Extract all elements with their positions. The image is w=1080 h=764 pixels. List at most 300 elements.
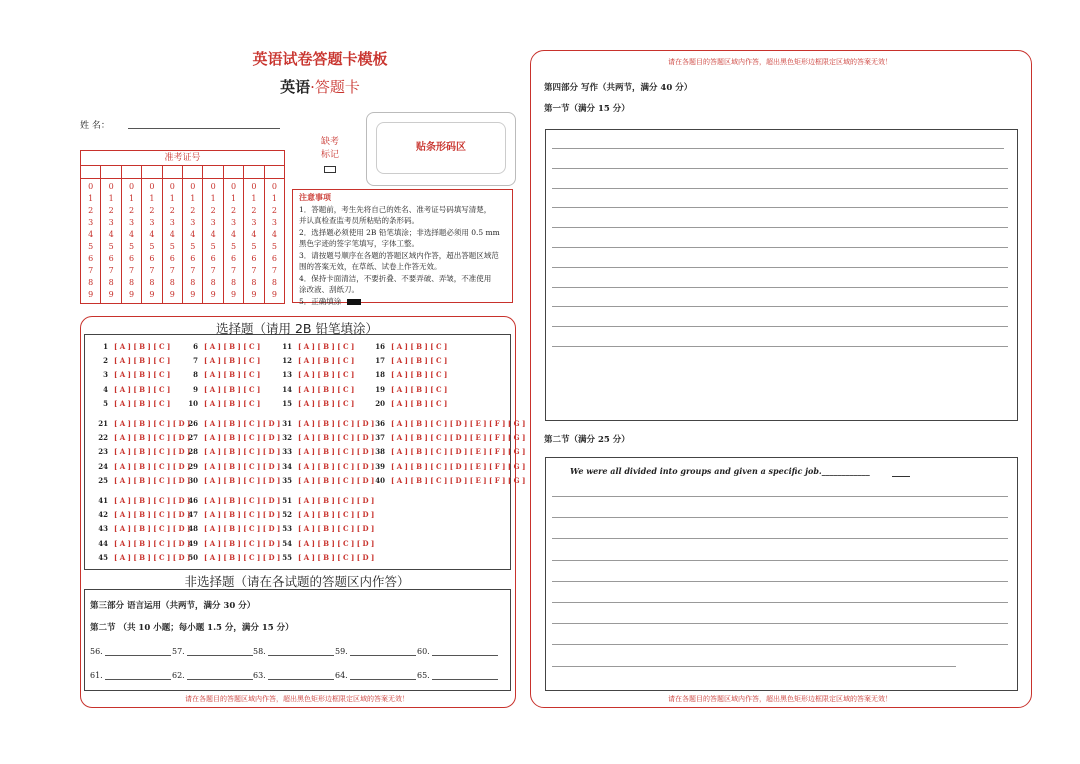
exam-id-digit-bubble[interactable]: 6 xyxy=(108,254,114,263)
question-number: 32 xyxy=(282,433,292,443)
exam-id-write-cell[interactable] xyxy=(203,166,223,178)
answer-bubbles[interactable]: [ A ] [ B ] [ C ] [ D ] xyxy=(114,538,191,548)
exam-id-digit-bubble[interactable]: 9 xyxy=(128,290,135,299)
exam-id-write-cell[interactable] xyxy=(224,166,244,178)
exam-id-digit-bubble[interactable]: 2 xyxy=(149,206,155,215)
exam-id-digit-bubble[interactable]: 1 xyxy=(210,194,216,203)
writing-line xyxy=(552,644,1008,645)
fill-blank-line[interactable] xyxy=(105,670,171,680)
choice-question-54 xyxy=(278,539,374,548)
exam-id-digit-bubble[interactable]: 5 xyxy=(251,242,257,251)
exam-id-digit-bubble[interactable]: 9 xyxy=(169,290,175,299)
exam-id-write-cell[interactable] xyxy=(244,166,264,178)
question-number: 53 xyxy=(282,524,292,534)
exam-id-digit-bubble[interactable]: 0 xyxy=(231,182,237,191)
choice-question-42 xyxy=(94,510,190,519)
exam-id-digit-bubble[interactable]: 2 xyxy=(271,206,277,215)
answer-bubbles[interactable]: [ A ] [ B ] [ C ] [ D ] xyxy=(204,475,281,485)
exam-id-digit-bubble[interactable]: 4 xyxy=(210,230,216,239)
exam-id-digit-bubble[interactable]: 1 xyxy=(190,194,196,203)
exam-id-digit-bubble[interactable]: 0 xyxy=(251,182,257,191)
exam-id-digit-bubble[interactable]: 3 xyxy=(128,218,135,227)
exam-id-digit-bubble[interactable]: 5 xyxy=(169,242,175,251)
exam-id-digit-bubble[interactable]: 3 xyxy=(149,218,155,227)
question-number: 20 xyxy=(375,398,385,408)
answer-bubbles[interactable]: [ A ] [ B ] [ C ] [ D ] xyxy=(114,524,191,534)
answer-bubbles[interactable]: [ A ] [ B ] [ C ] xyxy=(114,370,171,380)
exam-id-digit-bubble[interactable]: 7 xyxy=(169,266,175,275)
answer-bubbles[interactable]: [ A ] [ B ] [ C ] xyxy=(204,370,261,380)
barcode-label: 贴条形码区 xyxy=(376,122,506,174)
exam-id-write-cell[interactable] xyxy=(81,166,101,178)
right-warning-top: 请在各题目的答题区域内作答，超出黑色矩形边框限定区域的答案无效！ xyxy=(668,58,892,66)
exam-id-digit-bubble[interactable]: 5 xyxy=(271,242,277,251)
exam-id-digit-bubble[interactable]: 3 xyxy=(108,218,114,227)
answer-bubbles[interactable]: [ A ] [ B ] [ C ] [ D ] xyxy=(298,461,375,471)
question-number: 26 xyxy=(188,419,198,428)
choice-question-43 xyxy=(94,524,190,533)
exam-id-label: 准考证号 xyxy=(81,151,284,166)
exam-id-digit-bubble[interactable]: 4 xyxy=(251,230,257,239)
exam-id-digit-bubble[interactable]: 7 xyxy=(271,266,277,275)
writing-line xyxy=(552,168,1008,169)
question-number: 51 xyxy=(282,496,292,505)
question-number: 13 xyxy=(282,370,292,380)
exam-id-digit-bubble[interactable]: 3 xyxy=(190,218,196,227)
exam-id-digit-bubble[interactable]: 1 xyxy=(169,194,175,203)
writing-line xyxy=(552,581,1008,582)
writing-section2-title: 第二节（满分 25 分） xyxy=(544,435,630,445)
exam-id-digit-bubble[interactable]: 4 xyxy=(88,230,94,239)
question-number: 10 xyxy=(188,398,198,408)
answer-bubbles[interactable]: [ A ] [ B ] [ C ] xyxy=(204,384,261,394)
answer-bubbles[interactable]: [ A ] [ B ] [ C ] xyxy=(298,370,355,380)
answer-bubbles[interactable]: [ A ] [ B ] [ C ] xyxy=(114,398,171,408)
fill-blank-line[interactable] xyxy=(268,670,334,680)
answer-bubbles[interactable]: [ A ] [ B ] [ C ] [ D ] [ E ] [ F ] [ G ] xyxy=(391,419,526,428)
notes-item-text: 并认真检查监考员所粘贴的条形码。 xyxy=(299,216,419,225)
answer-bubbles[interactable]: [ A ] [ B ] [ C ] xyxy=(298,356,355,366)
exam-id-digit-bubble[interactable]: 4 xyxy=(128,230,135,239)
question-number: 6 xyxy=(193,342,198,351)
choice-question-31 xyxy=(278,419,374,428)
answer-bubbles[interactable]: [ A ] [ B ] [ C ] xyxy=(391,398,448,408)
answer-bubbles[interactable]: [ A ] [ B ] [ C ] xyxy=(204,342,261,351)
choice-question-44 xyxy=(94,539,190,548)
writing-line xyxy=(552,207,1008,208)
fill-blank-item xyxy=(90,670,171,680)
fill-blank-number: 60. xyxy=(417,647,430,656)
exam-id-digit-bubble[interactable]: 1 xyxy=(231,194,237,203)
question-number: 52 xyxy=(282,510,292,520)
exam-id-write-row[interactable] xyxy=(81,166,284,179)
question-number: 25 xyxy=(98,475,108,485)
answer-bubbles[interactable]: [ A ] [ B ] [ C ] [ D ] xyxy=(204,496,281,505)
writing-line xyxy=(552,602,1008,603)
answer-bubbles[interactable]: [ A ] [ B ] [ C ] xyxy=(204,356,261,366)
exam-id-digit-bubble[interactable]: 6 xyxy=(190,254,196,263)
exam-id-write-cell[interactable] xyxy=(101,166,121,178)
notes-item-text: 涂改液、刮纸刀。 xyxy=(299,285,359,294)
question-number: 41 xyxy=(98,496,108,505)
choice-question-46 xyxy=(184,496,280,505)
answer-bubbles[interactable]: [ A ] [ B ] [ C ] xyxy=(391,356,448,366)
notes-item xyxy=(299,204,506,216)
answer-bubbles[interactable]: [ A ] [ B ] [ C ] [ D ] xyxy=(114,552,191,562)
exam-id-digit-bubble[interactable]: 2 xyxy=(88,206,94,215)
answer-bubbles[interactable]: [ A ] [ B ] [ C ] [ D ] xyxy=(204,419,281,428)
exam-id-digit-bubble[interactable]: 7 xyxy=(88,266,94,275)
exam-id-digit-bubble[interactable]: 6 xyxy=(231,254,237,263)
choice-question-21 xyxy=(94,419,190,428)
choice-question-37 xyxy=(371,433,525,442)
exam-id-digit-bubble[interactable]: 2 xyxy=(210,206,216,215)
answer-bubbles[interactable]: [ A ] [ B ] [ C ] [ D ] [ E ] [ F ] [ G ] xyxy=(391,433,526,443)
exam-id-digit-bubble[interactable]: 6 xyxy=(128,254,135,263)
exam-id-write-cell[interactable] xyxy=(122,166,142,178)
question-number: 33 xyxy=(282,447,292,457)
fill-blank-number: 57. xyxy=(172,647,185,656)
fill-blank-line[interactable] xyxy=(187,646,253,656)
choice-question-33 xyxy=(278,447,374,456)
exam-id-digit-bubble[interactable]: 2 xyxy=(231,206,237,215)
exam-id-column xyxy=(122,179,142,303)
exam-id-digit-bubble[interactable]: 1 xyxy=(88,194,94,203)
choice-question-29 xyxy=(184,462,280,471)
exam-id-digit-bubble[interactable]: 4 xyxy=(149,230,155,239)
writing-line xyxy=(552,538,1008,539)
answer-bubbles[interactable]: [ A ] [ B ] [ C ] [ D ] xyxy=(298,496,375,505)
exam-id-digit-bubble[interactable]: 4 xyxy=(231,230,237,239)
exam-id-digit-bubble[interactable]: 8 xyxy=(108,278,114,287)
question-number: 55 xyxy=(282,552,292,562)
fill-blank-line[interactable] xyxy=(187,670,253,680)
fill-blank-line[interactable] xyxy=(105,646,171,656)
exam-id-digit-bubble[interactable]: 3 xyxy=(271,218,277,227)
exam-id-digit-bubble[interactable]: 1 xyxy=(128,194,135,203)
exam-id-digit-bubble[interactable]: 4 xyxy=(169,230,175,239)
subtitle-tail: 答题卡 xyxy=(314,78,360,96)
fill-blank-line[interactable] xyxy=(268,646,334,656)
exam-id-digit-bubble[interactable]: 7 xyxy=(108,266,114,275)
exam-id-digit-bubble[interactable]: 8 xyxy=(88,278,94,287)
exam-id-digit-bubble[interactable]: 6 xyxy=(88,254,94,263)
answer-bubbles[interactable]: [ A ] [ B ] [ C ] xyxy=(391,370,448,380)
exam-id-digit-bubble[interactable]: 8 xyxy=(149,278,155,287)
exam-id-digit-bubble[interactable]: 2 xyxy=(108,206,114,215)
choice-question-51 xyxy=(278,496,374,505)
exam-id-column xyxy=(101,179,121,303)
choice-question-38 xyxy=(371,447,525,456)
choice-question-49 xyxy=(184,539,280,548)
exam-id-digit-bubble[interactable]: 4 xyxy=(108,230,114,239)
question-number: 16 xyxy=(375,342,385,351)
exam-id-write-cell[interactable] xyxy=(163,166,183,178)
choice-question-32 xyxy=(278,433,374,442)
exam-id-digit-bubble[interactable]: 7 xyxy=(251,266,257,275)
answer-bubbles[interactable]: [ A ] [ B ] [ C ] xyxy=(114,342,171,351)
notes-title: 注意事项 xyxy=(299,192,331,202)
notes-item xyxy=(299,261,506,273)
notes-item-text: 1．答题前，考生先将自己的姓名、准考证号码填写清楚， xyxy=(299,204,492,214)
choice-question-50 xyxy=(184,553,280,562)
question-number: 18 xyxy=(375,370,385,380)
choice-question-40 xyxy=(371,476,525,485)
choice-question-23 xyxy=(94,447,190,456)
answer-bubbles[interactable]: [ A ] [ B ] [ C ] xyxy=(298,398,355,408)
exam-id-digit-bubble[interactable]: 5 xyxy=(88,242,94,251)
absent-label xyxy=(312,136,348,162)
exam-id-digit-bubble[interactable]: 8 xyxy=(210,278,216,287)
exam-id-digit-bubble[interactable]: 3 xyxy=(88,218,94,227)
exam-id-column xyxy=(224,179,244,303)
exam-id-digit-bubble[interactable]: 9 xyxy=(210,290,216,299)
writing-box-2[interactable] xyxy=(545,457,1018,691)
exam-id-digit-bubble[interactable]: 4 xyxy=(190,230,196,239)
exam-id-digit-bubble[interactable]: 7 xyxy=(128,266,135,275)
exam-id-digit-bubble[interactable]: 2 xyxy=(251,206,257,215)
answer-bubbles[interactable]: [ A ] [ B ] [ C ] [ D ] xyxy=(114,447,191,457)
answer-bubbles[interactable]: [ A ] [ B ] [ C ] xyxy=(204,398,261,408)
answer-bubbles[interactable]: [ A ] [ B ] [ C ] [ D ] xyxy=(298,552,375,562)
question-number: 5 xyxy=(103,398,108,408)
choice-question-17 xyxy=(371,356,447,365)
question-number: 2 xyxy=(103,356,108,366)
answer-bubbles[interactable]: [ A ] [ B ] [ C ] [ D ] xyxy=(204,552,281,562)
exam-id-digit-bubble[interactable]: 7 xyxy=(149,266,155,275)
absent-mark-box[interactable] xyxy=(324,166,336,173)
exam-id-digit-bubble[interactable]: 0 xyxy=(169,182,175,191)
answer-bubbles[interactable]: [ A ] [ B ] [ C ] xyxy=(298,384,355,394)
question-number: 4 xyxy=(103,384,108,394)
answer-bubbles[interactable]: [ A ] [ B ] [ C ] [ D ] [ E ] [ F ] [ G ] xyxy=(391,461,526,471)
exam-id-digit-bubble[interactable]: 0 xyxy=(128,182,135,191)
exam-id-digit-bubble[interactable]: 9 xyxy=(231,290,237,299)
answer-bubbles[interactable]: [ A ] [ B ] [ C ] xyxy=(391,384,448,394)
exam-id-digit-bubble[interactable]: 5 xyxy=(108,242,114,251)
exam-id-digit-bubble[interactable]: 8 xyxy=(231,278,237,287)
exam-id-digit-bubble[interactable]: 2 xyxy=(169,206,175,215)
question-number: 38 xyxy=(375,447,385,457)
question-number: 50 xyxy=(188,552,198,562)
fill-blank-line[interactable] xyxy=(432,646,498,656)
question-number: 21 xyxy=(98,419,108,428)
exam-id-digit-bubble[interactable]: 9 xyxy=(251,290,257,299)
question-number: 44 xyxy=(98,538,108,548)
choice-question-35 xyxy=(278,476,374,485)
answer-bubbles[interactable]: [ A ] [ B ] [ C ] xyxy=(114,356,171,366)
exam-id-column xyxy=(163,179,183,303)
answer-bubbles[interactable]: [ A ] [ B ] [ C ] xyxy=(391,342,448,351)
exam-id-write-cell[interactable] xyxy=(142,166,162,178)
answer-bubbles[interactable]: [ A ] [ B ] [ C ] [ D ] xyxy=(114,433,191,443)
question-number: 49 xyxy=(188,538,198,548)
question-number: 15 xyxy=(282,398,292,408)
answer-bubbles[interactable]: [ A ] [ B ] [ C ] [ D ] xyxy=(114,496,191,505)
exam-id-column xyxy=(183,179,203,303)
notes-item xyxy=(299,238,506,250)
answer-bubbles[interactable]: [ A ] [ B ] [ C ] [ D ] xyxy=(298,433,375,443)
exam-id-digit-bubble[interactable]: 8 xyxy=(169,278,175,287)
notes-item xyxy=(299,250,506,262)
exam-id-digit-bubble[interactable]: 3 xyxy=(251,218,257,227)
exam-id-digit-bubble[interactable]: 0 xyxy=(271,182,277,191)
question-number: 30 xyxy=(188,475,198,485)
fill-blank-line[interactable] xyxy=(432,670,498,680)
question-number: 23 xyxy=(98,447,108,457)
exam-id-digit-bubble[interactable]: 5 xyxy=(231,242,237,251)
exam-id-digit-bubble[interactable]: 8 xyxy=(190,278,196,287)
name-field-line[interactable] xyxy=(128,128,280,129)
writing-line xyxy=(552,188,1008,189)
question-number: 36 xyxy=(375,419,385,428)
answer-bubbles[interactable]: [ A ] [ B ] [ C ] [ D ] xyxy=(204,447,281,457)
exam-id-digit-bubble[interactable]: 3 xyxy=(169,218,175,227)
answer-bubbles[interactable]: [ A ] [ B ] [ C ] xyxy=(298,342,355,351)
fill-blank-item xyxy=(417,646,498,656)
question-number: 28 xyxy=(188,447,198,457)
answer-bubbles[interactable]: [ A ] [ B ] [ C ] [ D ] xyxy=(298,524,375,534)
exam-id-digit-bubble[interactable]: 1 xyxy=(251,194,257,203)
fill-blank-item xyxy=(335,670,416,680)
exam-id-digit-bubble[interactable]: 1 xyxy=(271,194,277,203)
subtitle-main: 英语 xyxy=(280,78,311,96)
exam-id-digit-bubble[interactable]: 5 xyxy=(149,242,155,251)
answer-bubbles[interactable]: [ A ] [ B ] [ C ] xyxy=(114,384,171,394)
part4-title: 第四部分 写作（共两节，满分 40 分） xyxy=(544,83,693,93)
question-number: 9 xyxy=(193,384,198,394)
answer-bubbles[interactable]: [ A ] [ B ] [ C ] [ D ] xyxy=(298,510,375,520)
question-number: 22 xyxy=(98,433,108,443)
writing-line xyxy=(552,496,1008,497)
answer-bubbles[interactable]: [ A ] [ B ] [ C ] [ D ] xyxy=(114,510,191,520)
fill-blank-item xyxy=(172,646,253,656)
choice-question-1 xyxy=(94,342,170,351)
writing-line xyxy=(552,306,1008,307)
exam-id-digit-bubble[interactable]: 9 xyxy=(271,290,277,299)
choice-question-26 xyxy=(184,419,280,428)
exam-id-digit-bubble[interactable]: 0 xyxy=(108,182,114,191)
question-number: 24 xyxy=(98,461,108,471)
exam-id-digit-bubble[interactable]: 1 xyxy=(149,194,155,203)
exam-id-digit-bubble[interactable]: 3 xyxy=(231,218,237,227)
choice-question-4 xyxy=(94,385,170,394)
answer-bubbles[interactable]: [ A ] [ B ] [ C ] [ D ] xyxy=(298,419,375,428)
exam-id-digit-bubble[interactable]: 8 xyxy=(128,278,135,287)
answer-bubbles[interactable]: [ A ] [ B ] [ C ] [ D ] xyxy=(298,447,375,457)
answer-bubbles[interactable]: [ A ] [ B ] [ C ] [ D ] xyxy=(204,538,281,548)
exam-id-digit-bubble[interactable]: 7 xyxy=(231,266,237,275)
exam-id-digit-bubble[interactable]: 0 xyxy=(190,182,196,191)
choice-question-3 xyxy=(94,370,170,379)
fill-blank-number: 58. xyxy=(253,647,266,656)
exam-id-write-cell[interactable] xyxy=(265,166,284,178)
exam-id-digit-bubble[interactable]: 6 xyxy=(271,254,277,263)
choice-question-52 xyxy=(278,510,374,519)
exam-id-digit-bubble[interactable]: 3 xyxy=(210,218,216,227)
question-number: 29 xyxy=(188,461,198,471)
fill-blank-line[interactable] xyxy=(350,670,416,680)
exam-id-digit-bubble[interactable]: 0 xyxy=(210,182,216,191)
answer-bubbles[interactable]: [ A ] [ B ] [ C ] [ D ] xyxy=(114,475,191,485)
exam-id-digit-bubble[interactable]: 6 xyxy=(251,254,257,263)
answer-bubbles[interactable]: [ A ] [ B ] [ C ] [ D ] xyxy=(298,538,375,548)
exam-id-digit-bubble[interactable]: 7 xyxy=(210,266,216,275)
choice-question-47 xyxy=(184,510,280,519)
exam-id-digit-bubble[interactable]: 2 xyxy=(190,206,196,215)
fill-blank-line[interactable] xyxy=(350,646,416,656)
exam-id-column xyxy=(265,179,284,303)
notes-item xyxy=(299,215,506,227)
choice-question-14 xyxy=(278,385,354,394)
fill-blank-number: 61. xyxy=(90,671,103,680)
absent-label-2: 标记 xyxy=(320,150,339,160)
answer-bubbles[interactable]: [ A ] [ B ] [ C ] [ D ] xyxy=(298,475,375,485)
answer-bubbles[interactable]: [ A ] [ B ] [ C ] [ D ] xyxy=(204,461,281,471)
exam-id-digit-bubble[interactable]: 4 xyxy=(271,230,277,239)
choice-question-6 xyxy=(184,342,260,351)
answer-bubbles[interactable]: [ A ] [ B ] [ C ] [ D ] xyxy=(204,524,281,534)
exam-id-digit-bubble[interactable]: 9 xyxy=(108,290,114,299)
exam-id-digit-bubble[interactable]: 9 xyxy=(190,290,196,299)
answer-bubbles[interactable]: [ A ] [ B ] [ C ] [ D ] [ E ] [ F ] [ G ] xyxy=(391,475,526,485)
answer-bubbles[interactable]: [ A ] [ B ] [ C ] [ D ] xyxy=(114,461,191,471)
exam-id-digit-bubble[interactable]: 7 xyxy=(190,266,196,275)
notes-item-text: 3．请按题号顺序在各题的答题区域内作答，超出答题区域范 xyxy=(299,250,499,260)
exam-id-digit-bubble[interactable]: 6 xyxy=(169,254,175,263)
exam-id-digit-bubble[interactable]: 0 xyxy=(149,182,155,191)
question-number: 39 xyxy=(375,461,385,471)
question-number: 45 xyxy=(98,552,108,562)
writing-box-1[interactable] xyxy=(545,129,1018,421)
exam-id-digit-bubble[interactable]: 6 xyxy=(210,254,216,263)
exam-id-digit-bubble[interactable]: 2 xyxy=(128,206,135,215)
notes-item-text: 5．正确填涂 xyxy=(299,296,342,306)
part3-title: 第三部分 语言运用（共两节，满分 30 分） xyxy=(90,601,256,611)
exam-id-digit-bubble[interactable]: 5 xyxy=(190,242,196,251)
question-number: 17 xyxy=(375,356,385,366)
writing-line xyxy=(552,666,956,667)
choice-question-2 xyxy=(94,356,170,365)
exam-id-digit-bubble[interactable]: 8 xyxy=(271,278,277,287)
choice-question-28 xyxy=(184,447,280,456)
exam-id-digit-bubble[interactable]: 6 xyxy=(149,254,155,263)
fill-blank-item xyxy=(417,670,498,680)
answer-bubbles[interactable]: [ A ] [ B ] [ C ] [ D ] [ E ] [ F ] [ G ] xyxy=(391,447,526,457)
question-number: 31 xyxy=(282,419,292,428)
answer-bubbles[interactable]: [ A ] [ B ] [ C ] [ D ] xyxy=(204,433,281,443)
question-number: 14 xyxy=(282,384,292,394)
exam-id-digit-bubble[interactable]: 5 xyxy=(210,242,216,251)
exam-id-digit-bubble[interactable]: 5 xyxy=(128,242,135,251)
answer-bubbles[interactable]: [ A ] [ B ] [ C ] [ D ] xyxy=(204,510,281,520)
choice-question-55 xyxy=(278,553,374,562)
exam-id-digit-bubble[interactable]: 0 xyxy=(88,182,94,191)
exam-id-digit-bubble[interactable]: 1 xyxy=(108,194,114,203)
notes-item xyxy=(299,284,506,296)
answer-bubbles[interactable]: [ A ] [ B ] [ C ] [ D ] xyxy=(114,419,191,428)
exam-id-digit-bubble[interactable]: 9 xyxy=(149,290,155,299)
choice-question-41 xyxy=(94,496,190,505)
fill-blank-number: 56. xyxy=(90,647,103,656)
question-number: 48 xyxy=(188,524,198,534)
exam-id-write-cell[interactable] xyxy=(183,166,203,178)
question-number: 43 xyxy=(98,524,108,534)
exam-id-digit-bubble[interactable]: 9 xyxy=(88,290,94,299)
exam-id-grid xyxy=(80,150,285,304)
exam-id-digit-bubble[interactable]: 8 xyxy=(251,278,257,287)
notes-item xyxy=(299,273,506,285)
